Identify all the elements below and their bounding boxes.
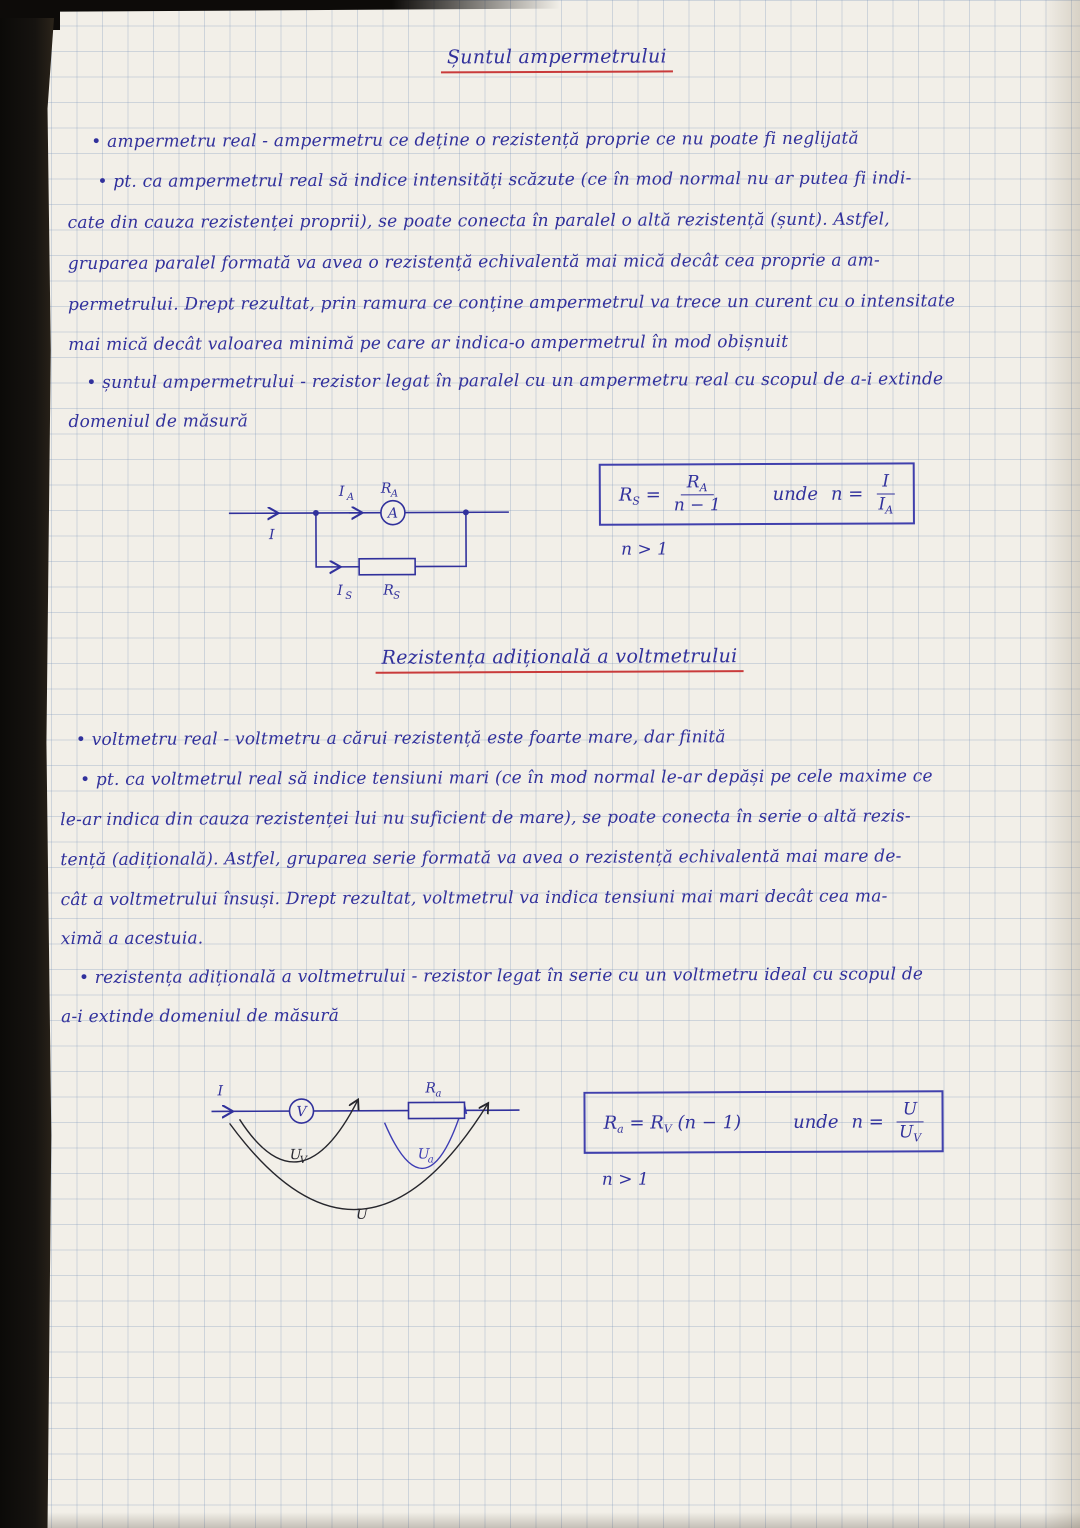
additional-resistor-symbol <box>408 1102 464 1118</box>
section1-line: • pt. ca ampermetrul real să indice intensități scăzute (ce în mod normal nu ar putea fi indi- <box>97 168 912 192</box>
n-equals: n = <box>851 1111 884 1133</box>
section2-line: • pt. ca voltmetrul real să indice tensiuni mari (ce în mod normal le-ar depăși pe cele maxime ce <box>80 766 933 791</box>
shunt-condition: n > 1 <box>621 539 668 560</box>
ra-label: R <box>425 1080 436 1097</box>
section2-title-text: Rezistența adițională a voltmetrului <box>376 645 744 674</box>
unde-label: unde <box>772 483 819 505</box>
notebook-spine-shadow <box>0 18 54 1528</box>
current-label: I <box>268 527 275 544</box>
uv-label: U <box>289 1147 302 1164</box>
ia-label: I <box>338 483 345 500</box>
rs-label: R <box>383 582 394 599</box>
ammeter-shunt-circuit <box>221 462 522 615</box>
section2-title <box>59 644 1059 670</box>
section2-line: ximă a acestuia. <box>60 928 204 950</box>
rs-label-sub: S <box>393 590 401 602</box>
ua-label: U <box>417 1146 430 1163</box>
ammeter-shunt-circuit-drawing <box>221 462 522 611</box>
junction-dot <box>463 509 469 515</box>
shunt-formula-lhs: $R_S$ = <box>618 484 661 508</box>
section1-title <box>57 44 1057 70</box>
adres-condition: n > 1 <box>601 1169 649 1190</box>
section1-line: • ampermetru real - ampermetru ce deține o rezistență proprie ce nu poate fi neglijată <box>91 128 859 152</box>
ra-label-sub: A <box>390 488 399 500</box>
junction-dot <box>313 510 319 516</box>
additional-resistance-formula-box <box>583 1090 943 1154</box>
current-label: I <box>217 1083 223 1100</box>
ra-label: R <box>380 480 392 497</box>
u-arc <box>229 1104 487 1210</box>
page-bottom-shading <box>0 1512 1080 1528</box>
n-equals: n = <box>830 483 864 505</box>
adres-formula-lhs: $R_a = R_V$ (n − 1) <box>603 1111 742 1136</box>
n-fraction: $\frac{U}{U_V}$ <box>897 1100 924 1142</box>
shunt-formula-fraction: $\frac{R_A}{n - 1}$ <box>673 472 721 515</box>
section1-line: • șuntul ampermetrului - rezistor legat în paralel cu un ampermetru real cu scopul de a-i extinde <box>86 369 944 393</box>
shunt-formula-box <box>599 462 916 525</box>
voltmeter-letter: V <box>296 1104 307 1121</box>
section1-line: gruparea paralel formată va avea o rezistență echivalentă mai mică decât cea proprie a am- <box>67 250 880 275</box>
section2-line: le-ar indica din cauza rezistenței lui nu suficient de mare), se poate conecta în serie o altă rezis- <box>60 806 911 831</box>
unde-label: unde <box>793 1111 839 1133</box>
section2-line: cât a voltmetrului însuși. Drept rezultat, voltmetrul va indica tensiuni mai mari decât cea ma- <box>60 886 888 911</box>
ra-label-sub: a <box>435 1088 442 1100</box>
ua-label-sub: a <box>427 1154 434 1166</box>
voltmeter-circuit-drawing <box>201 1072 532 1233</box>
section2-line: tență (adițională). Astfel, gruparea serie formată va avea o rezistență echivalentă mai mare de- <box>60 846 902 871</box>
section1-line: domeniul de măsură <box>68 411 249 433</box>
u-label: U <box>355 1206 368 1223</box>
section1-line: cate din cauza rezistenței proprii), se poate conecta în paralel o altă rezistență (șunt). Astfel, <box>67 209 890 234</box>
section1-line: permetrului. Drept rezultat, prin ramura ce conține ampermetrul va trece un curent cu o intensitate <box>67 291 956 316</box>
ammeter-letter: A <box>387 505 399 522</box>
page-right-shading <box>1042 0 1080 1528</box>
section2-line: • rezistența adițională a voltmetrului - rezistor legat în serie cu un voltmetru ideal cu scopul de <box>78 964 924 989</box>
is-label-sub: S <box>345 590 353 602</box>
shunt-branch-left <box>316 513 339 567</box>
section1-title-text: Șuntul ampermetrului <box>441 45 673 73</box>
voltmeter-circuit <box>201 1072 532 1237</box>
shunt-resistor-symbol <box>359 559 415 575</box>
is-label: I <box>337 582 343 599</box>
main-wire <box>232 1110 520 1111</box>
uv-label-sub: V <box>299 1155 307 1167</box>
n-fraction: $\frac{I}{I_A}$ <box>876 472 895 514</box>
ia-label-sub: A <box>346 491 355 503</box>
section1-line: mai mică decât valoarea minimă pe care ar indica-o ampermetrul în mod obișnuit <box>68 331 789 356</box>
section2-line: • voltmetru real - voltmetru a cărui rezistență este foarte mare, dar finită <box>75 727 726 751</box>
section2-line: a-i extinde domeniul de măsură <box>61 1005 340 1028</box>
